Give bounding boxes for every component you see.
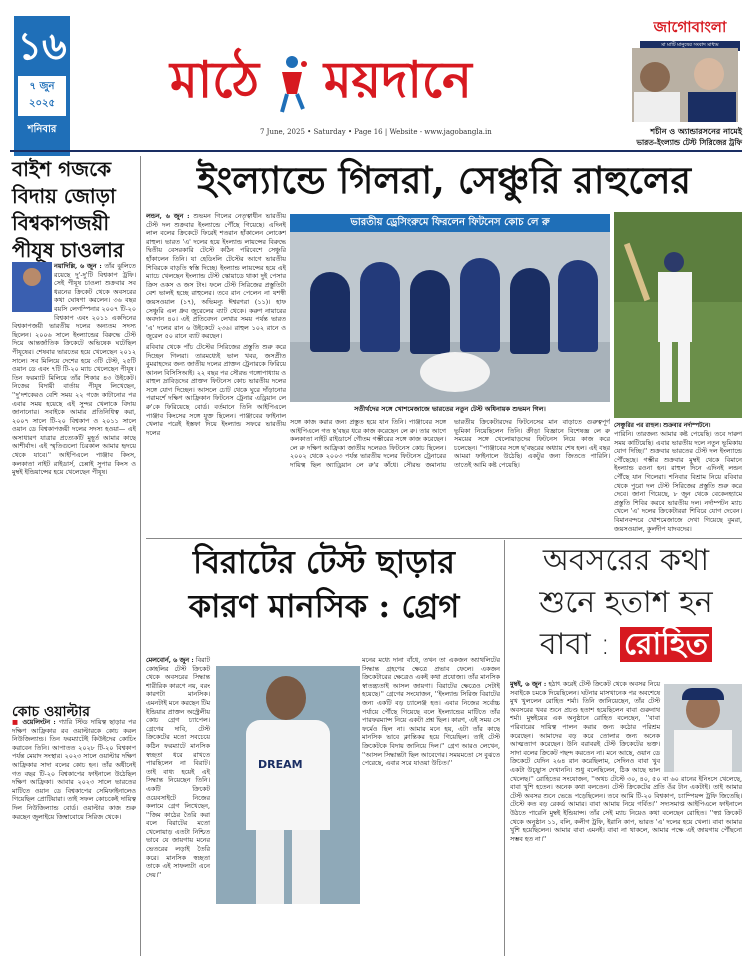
rohit-headline — [510, 540, 742, 666]
left-dateline: নয়াদিল্লি, ৬ জুন : — [54, 262, 102, 270]
virat-col2-text: মনের মধ্যে দানা বাঁধে, তখন তা একজন অ্যাথলিটের সিদ্ধান্ত গ্রহণের ক্ষেত্রে প্রভাব ফেলে। একজন ক্রিকেটারের ক্ষেত্রেও একই কথা প্রযোজ্য। তাঁর মানসিক স্বাতন্ত্র্যতাই আসল জায়গা। বিরাটের ক্ষেত্রেও সেটাই হয়েছে।'' গ্রেগের সংযোজন, ''ইংল্যান্ড সিরিজ বিরাটের জন্য একটি বড় চ্যালেঞ্জ হত। এবার নিজের সর্বোচ্চ পর্যায়ে পৌঁছে গিয়েছে বলে ইংল্যান্ডের মাটিতে তাঁর পারফরম্যান্স নিয়ে একটা প্রশ্ন ছিল। কারণ, এই সময় সে ফর্মেও ছিল না। আমার মনে হয়, এটা তাঁর কাছে মানসিক ভাবে ক্লান্তিকর হয়ে গিয়েছিল। তাই টেস্ট ক্রিকেটকে বিদায় জানিয়ে দিল।'' গ্রেগ আরও লেখেন, ''আসল সিদ্ধান্তটা ছিল আবেগের। সময়মতো সে বুঝতে পেরেছে, এবার সরে যাওয়া উচিত।'' — [362, 656, 500, 768]
paper-logo — [640, 16, 740, 51]
masthead-title — [170, 40, 590, 120]
promo-line2: ভারত-ইংল্যান্ড টেস্ট সিরিজের ট্রফি — [636, 138, 742, 147]
rohit-headline-line2: শুনে হতাশ হন — [539, 585, 713, 620]
left-story-body — [12, 262, 136, 694]
mid-rule — [146, 538, 742, 539]
team-photo-caption: সতীর্থদের সঙ্গে খোশমেজাজে ভারতের নতুন টেস্ট অধিনায়ক শুভমন গিল। — [354, 405, 546, 413]
page-number: ১৬ — [17, 24, 67, 68]
issue-weekday: শনিবার — [27, 124, 57, 135]
promo-photo — [632, 48, 738, 122]
virat-col2 — [362, 656, 500, 956]
main-photo-banner: ভারতীয় ড্রেসিংরুমে ফিরলেন ফিটনেস কোচ লে রু — [290, 214, 610, 232]
rohit-dateline: মুম্বই, ৬ জুন : — [510, 680, 547, 688]
left-sub-body: ■ ওয়েলিংটন : গ্যারি স্টিড দায়িত্ব ছাড়ার পর দক্ষিণ আফ্রিকার রব ওয়াল্টারকে কোচ করল নিউজিল্যান্ড। তিন ফরম্যাটেই কিউইদের কোচিং করাবেন তিনি। আপাতত ২০২৮ টি-২০ বিশ্বকাপ পর্যন্ত মেয়াদ সংস্থার। ২০২৩ সালে ওয়াল্টার দক্ষিণ আফ্রিকার সাদা বলের কোচ হন। তাঁর অধীনেই গত বছর টি-২০ বিশ্বকাপের ফাইনালে উঠেছিল দক্ষিণ আফ্রিকা। আবার ২০২৩ সালে ভারতের মাটিতে ওয়ান ডে বিশ্বকাপের সেমিফাইনালেও গিয়েছিল প্রোটিয়ারা। তাই সফল কোচকেই দায়িত্ব দিল নিউজিল্যান্ড বোর্ড। ওয়াল্টার কাজ শুরু করছেন জুলাইয়ে জিম্বাবোয়ে সিরিজ থেকে। — [12, 718, 136, 821]
left-body-text: তাঁর ঝুলিতে রয়েছে দু'-দু'টি বিশ্বকাপ ট্রফি। সেই পীযূষ চাওলা শুক্রবার সব ধরনের ক্রিকেট থেকে অবসরের কথা ঘোষণা করলেন। ৩৬ বছর বয়সি লেগস্পিনার ২০০৭ টি-২০ বিশ্বকাপ এবং ২০১১ একদিনের বিশ্বকাপজয়ী ভারতীয় দলের অন্যতম সদস্য ছিলেন। ২০০৬ সালে ইংল্যান্ডের বিরুদ্ধে টেস্ট দিয়ে আন্তর্জাতিক ক্রিকেটে অভিষেক ঘটেছিল পীযূষের। শেষবার ভারতের হয়ে খেলেছেন ২০১২ সালে। সব মিলিয়ে দেশের হয়ে ৩টি টেস্ট, ২৫টি ওয়ান ডে এবং ৭টি টি-২০ ম্যাচ খেলেছেন পীযূষ। তিন ফরম্যাট মিলিয়ে তাঁর শিকার ৪৩ উইকেট। নিজের বিদায়ী বার্তায় পীযূষ লিখেছেন, ''দু'দশকেরও বেশি সময় ২২ গজে কাটানোর পর এবার সময় হয়েছে এই সুন্দর খেলাকে বিদায় জানানোর। সবাইকে আমার প্রতিনিধিত্ব করা, ২০০৭ সালে টি-২০ বিশ্বকাপ ও ২০১১ সালে ওয়ান ডে বিশ্বকাপজয়ী দলের সদস্য হওয়া— এই অসাধারণ যাত্রার প্রত্যেকটি মুহূর্ত আমার কাছে আশীর্বাদ। এই স্মৃতিগুলো চিরকাল আমার হৃদয়ে থেকে যাবে।'' আইপিএলে পাঞ্জাব কিংস, কলকাতা নাইট রাইডার্স, চেন্নাই সুপার কিংস ও মুম্বই ইন্ডিয়ান্সের হয়ে খেলেছেন পীযূষ। — [12, 262, 136, 477]
main-dateline: লন্ডন, ৬ জুন : — [146, 212, 190, 220]
title-part1: মাঠে — [170, 51, 260, 109]
main-col1-text: শুভমন গিলের নেতৃত্বাধীন ভারতীয় টেস্ট দল শুক্রবার ইংল্যান্ডে পৌঁছে গিয়েছে। এদিনই লাল বলের ক্রিকেটে ফিরেই শতরান হাঁকালেন লোকেশ রাহুল। ভারত 'এ' দলের হয়ে ইংল্যান্ড লায়ন্সের বিরুদ্ধে দ্বিতীয় বেসরকারি টেস্টে কঠিন পরিবেশে সেঞ্চুরি হাঁকালেন তিনি। যা হেডিংলি টেস্টের আগে ভারতীয় শিবিরকে বাড়তি স্বস্তি দিচ্ছে। ইংল্যান্ড লায়ন্সের হয়ে এই ম্যাচে খেলছেন ইংল্যান্ড টেস্ট স্কোয়াডে থাকা দুই পেসার ক্রিস ওকস ও জস টাং। ফলে টেস্ট সিরিজের প্রস্তুতিটা বেশ ভালই হচ্ছে রাহুলের। তবে রান পেলেন না যশস্বী জয়সওয়াল (১৭), অভিমন্যু ঈশ্বরণরা (১১)। হাফ সেঞ্চুরি এল ধ্রুব জুরেলের ব্যাট থেকে। করুণ নায়ারের অবদান ৪০। এই প্রতিবেদন লেখার সময় পর্যন্ত ভারত 'এ' দলের রান ৬ উইকেটে ২৩৬। রাহুল ১০২ রানে ও জুরেল ৫০ রানে ব্যাট করছেন। — [146, 212, 286, 341]
team-photo — [290, 232, 610, 402]
promo-line1: শচীন ও অ্যান্ডারসনের নামেই — [650, 126, 742, 136]
left-headline: বাইশ গজকে বিদায় জোড়া বিশ্বকাপজয়ী পীযূষ চাওলার — [12, 157, 124, 262]
rahul-photo-caption: সেঞ্চুরির পর রাহুল। শুক্রবার নর্দাম্পটনে। — [614, 422, 711, 429]
left-sub-headline: কোচ ওয়াল্টার — [12, 704, 90, 720]
virat-headline-line2: কারণ মানসিক : গ্রেগ — [188, 587, 460, 625]
main-headline: ইংল্যান্ডে গিলরা, সেঞ্চুরি রাহুলের — [197, 158, 691, 202]
virat-photo: DREAM — [216, 666, 360, 904]
virat-col1-text: বিরাট কোহলির টেস্ট ক্রিকেট থেকে অবসরের সিদ্ধান্ত শারীরিক কারণে নয়, বরং কারণটা মানসিক। এমনটাই মনে করছেন টিম ইন্ডিয়ার প্রাক্তন অস্ট্রেলীয় কোচ গ্রেগ চ্যাপেল। গ্রেগের দাবি, টেস্ট ক্রিকেটের মতো সবচেয়ে কঠিন ফরম্যাটে মানসিক স্বচ্ছতা ধরে রাখতে পারছিলেন না বিরাট। তাই বাধ্য হয়েই এই সিদ্ধান্ত নিয়েছেন তিনি। একটি ক্রিকেট ওয়েবসাইটে নিজের কলামে গ্রেগ লিখেছেন, ''জিম কাঠের তৈরি করা বলে বিরাটের মতো খেলোয়াড় এতটা নিশ্চিত ভাবে যে জায়গায় মনের ভেতরের লড়াই তৈরি করে। মানসিক স্বচ্ছতা তাকে এই সাফল্যটা এনে দেয়।'' — [146, 656, 211, 879]
virat-headline — [146, 540, 502, 628]
left-divider — [140, 156, 141, 956]
rahul-photo — [614, 212, 742, 418]
left-sub-dateline: ওয়েলিংটন : — [22, 718, 56, 726]
main-col1 — [146, 212, 286, 534]
page-number-box — [14, 16, 70, 156]
rohit-headline-line3: বাবা : — [539, 627, 611, 662]
issue-year: ২০২৫ — [29, 98, 55, 109]
rohit-body-text: হঠাৎ করেই টেস্ট ক্রিকেট থেকে অবসর নিয়ে সবাইকে চমকে দিয়েছিলেন। ঘটনার মাসখানেক পর অবশেষে মুখ খুললেন রোহিত শর্মা। তিনি জানিয়েছেন, তাঁর টেস্ট অবসরের খবর শুনে প্রচণ্ড হতাশ হয়েছিলেন বাবা গুরুনাথ শর্মা। মুম্বইয়ের এক অনুষ্ঠানে রোহিত বলেছেন, ''বাবা পরিবারের দায়িত্ব পালন করার জন্য কঠোর পরিশ্রম করেছেন। আমাদের বড় করে তোলার জন্য অনেক আত্মত্যাগ করেছেন। উনি বরাবরই টেস্ট ক্রিকেটের ভক্ত। সাদা বলের ক্রিকেট পছন্দ করতেন না। মনে আছে, ওয়ান ডে ক্রিকেটে যেদিন ২৬৪ রান করেছিলাম, সেদিনও বাবা খুব একটা উচ্ছ্বাস দেখাননি। শুধু বলেছিলেন, ঠিক আছে ভাল খেলেছ।'' রোহিতের সংযোজন, ''অথচ টেস্টে ৩০, ৪০, ৫০ বা ৬০ রানের ইনিংসে খেলেছে, বাবা খুশি হতেন। অনেক কথা বলতেন। টেস্ট ক্রিকেটের প্রতি ওঁর টান একটাই। তাই আমার টেস্ট অবসর শুনে ভেঙে পড়েছিলেন। তবে আমি টি-২০ বিশ্বকাপ, চ্যাম্পিয়ন্স ট্রফি জিতেছি। টেস্টে কত বড় রেকর্ড আমার। বাবা আমায় নিয়ে গর্বিত।'' সদ্যসমাপ্ত আইপিএলে ফাইনালে উঠতে পারেনি মুম্বই ইন্ডিয়ান্স। তাঁর সেই ম্যাচ নিয়েও কথা বলেছেন রোহিত। ''স্বপ্ন ক্রিকেট থেকে অনুষ্ঠান ১১, বলি, কলীগ ট্রফি, ইরানি কাপ, ভারত 'এ' দলের হয়ে খেলা। বাবা আমার খুশি হয়েছিলেন। আমার বাবা এমনই। বাবা না থাকলে, আমার পক্ষে এই জায়গায় পৌঁছনো সম্ভব হত না।'' — [510, 680, 742, 843]
virat-dateline: মেলবোর্ন, ৬ জুন : — [146, 656, 194, 664]
virat-headline-line1: বিরাটের টেস্ট ছাড়ার — [193, 543, 455, 581]
title-part2: ময়দানে — [323, 51, 472, 109]
main-col2 — [290, 418, 610, 534]
rohit-body — [510, 680, 742, 956]
main-col2-text: সঙ্গে কাজ করার জন্য প্রস্তুত হয়ে যান তিনি। পাঞ্জাবের সঙ্গে আইপিএলে গত ছ'বছর ধরে কাজ করেছেন লে রু। তার আগে কলকাতা নাইট রাইডার্সে গৌতম গম্ভীরের সঙ্গে কাজ করেছেন। লে রু দক্ষিণ আফ্রিকা জাতীয় দলেরও ফিটনেস কোচ ছিলেন। ২০০২ থেকে ২০০৩ পর্যন্ত ভারতীয় দলের ফিটনেস ট্রেনারের দায়িত্ব ছিল অ্যাড্রিয়ান লে রু'র কাঁধে। সৌরভ জমানায় ভারতীয় ক্রিকেটারদের ফিটনেসের মান বাড়াতে গুরুত্বপূর্ণ ভূমিকা নিয়েছিলেন তিনি। ক্রীড়া বিজ্ঞানে বিশেষজ্ঞ লে রু সময়ের সঙ্গে খেলোয়াড়দের ফিটনেস নিয়ে কাজ করে চলেছেন। ''পাঞ্জাবের সঙ্গে ছ'বছরের অধ্যায় শেষ হল। এই বছর আমরা ফাইনালে উঠেছি। একটুর জন্য জিততে পারিনি। তাতেই আমি কষ্ট পেয়েছি। — [290, 418, 610, 469]
main-col3 — [614, 430, 742, 534]
left-sub-text: গ্যারি স্টিড দায়িত্ব ছাড়ার পর দক্ষিণ আফ্রিকার রব ওয়াল্টারকে কোচ করল নিউজিল্যান্ড। তিন ফরম্যাটেই কিউইদের কোচিং করাবেন তিনি। আপাতত ২০২৮ টি-২০ বিশ্বকাপ পর্যন্ত মেয়াদ সংস্থার। ২০২৩ সালে ওয়াল্টার দক্ষিণ আফ্রিকার সাদা বলের কোচ হন। তাঁর অধীনেই গত বছর টি-২০ বিশ্বকাপের ফাইনালে উঠেছিল দক্ষিণ আফ্রিকা। আবার ২০২৩ সালে ভারতের মাটিতে ওয়ান ডে বিশ্বকাপের সেমিফাইনালেও গিয়েছিল প্রোটিয়ারা। তাই সফল কোচকেই দায়িত্ব দিল নিউজিল্যান্ড বোর্ড। ওয়াল্টার কাজ শুরু করছেন জুলাইয়ে জিম্বাবোয়ে সিরিজ থেকে। — [12, 718, 136, 821]
masthead-info: 7 June, 2025 • Saturday • Page 16 | Website - www.jagobangla.in — [260, 128, 492, 136]
right-divider — [504, 540, 505, 956]
player-logo-icon — [277, 54, 307, 114]
rohit-headline-name: রোহিত — [620, 627, 712, 662]
main-col1b-text: রবিবার থেকে পাঁচ টেস্টের সিরিজের প্রস্তুতি শুরু করে দিচ্ছেন গিলরা। তারমধ্যেই ভাল খবর, জসপ্রীত বুমরাহদের জন্য জাতীয় দলের প্রাক্তন ট্রেনারকে ফিরিয়ে আনল বিসিসিআই। ২২ বছর পর সৌরভ গঙ্গোপাধ্যায় ও রাহুল দ্রাবিড়দের প্রাক্তন ফিটনেস কোচ ভারতীয় দলের সঙ্গে যোগ দিচ্ছেন। আসলে চোট থেকে ঘুরে দাঁড়ানোর পরামর্শে দক্ষিণ আফ্রিকান ফিটনেস ট্রেনার এড্রিয়ান লে রু'কে ফিরিয়েছে বোর্ড। বর্তমানে তিনি আইপিএলে পাঞ্জাব কিংসের সঙ্গে যুক্ত ছিলেন। পাঞ্জাবের ফাইনাল খেলার পরেই ইস্তফা দিয়ে ইংল্যান্ড সফরে ভারতীয় দলের — [146, 342, 286, 437]
paper-tagline: মা মাটি মানুষের সংবাদ মাধ্যম — [640, 41, 740, 51]
virat-col1 — [146, 656, 358, 956]
paper-name: জাগোবাংলা — [653, 18, 727, 36]
issue-date: ৭ জুন — [29, 81, 55, 92]
rohit-headline-line1: অবসরের কথা — [542, 543, 710, 578]
main-col3-text: পারিনি। তারজন্য আমার কষ্ট পেয়েছি। তবে দারুণ সময় কাটিয়েছি। এবার ভারতীয় দলে নতুন ভূমিকায় যোগ দিচ্ছি।'' শুক্রবার ভারতের টেস্ট দল ইংল্যান্ডে পৌঁছেছে। গম্ভীর শুক্রবার মুম্বই থেকে বিমানে ইংল্যান্ড রওনা হন। রাহুল দিনে এদিনই লন্ডন পৌঁছে যান গিলেরা। শনিবার বিশ্রাম নিয়ে রবিবার থেকে পুরো দল টেস্ট সিরিজের প্রস্তুতি শুরু করে দেবে। জানা গিয়েছে, ৮ জুন থেকে বেকেনহ্যামে প্রস্তুতি শিবির করবে ভারতীয় দল। নর্দাম্পটন ম্যাচ খেলে 'এ' দলের ক্রিকেটাররা শিবিরে যোগ দেবেন। বিমানবন্দরে খোশমেজাজে দেখা গিয়েছে বুমরা, জয়সওয়াল, কুলদীপ যাদবদের। — [614, 430, 742, 533]
